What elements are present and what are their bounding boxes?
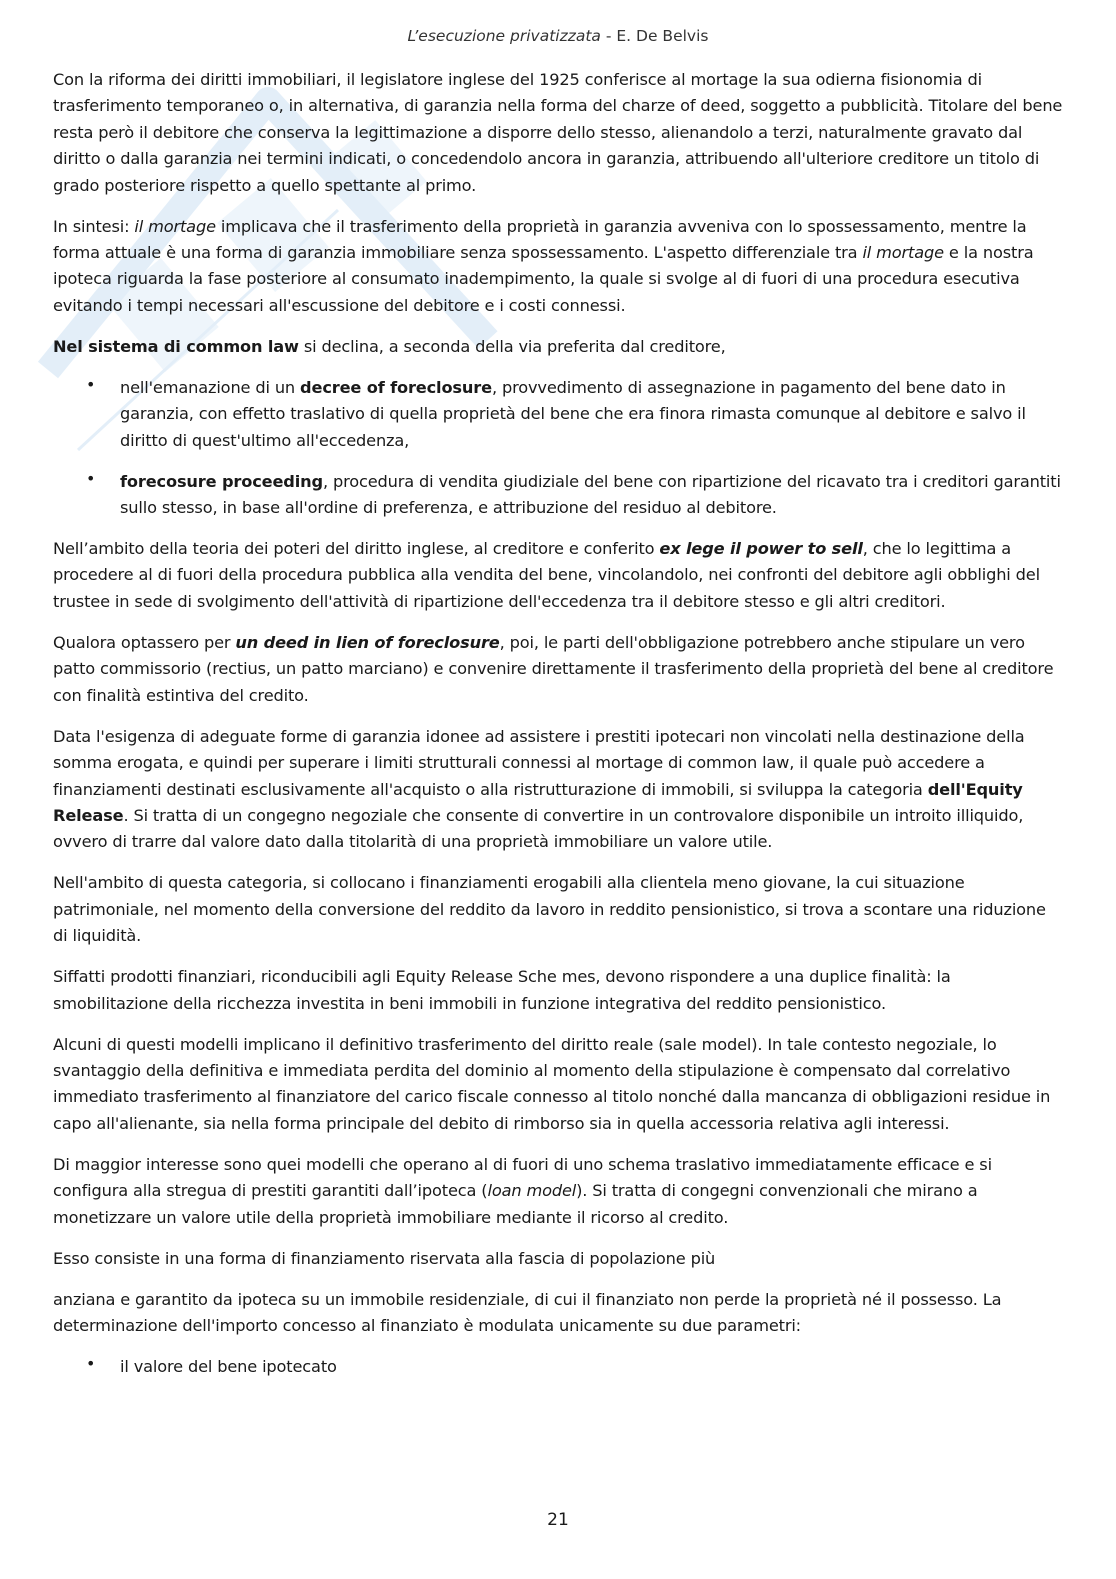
header-separator: - — [600, 27, 617, 45]
text-span: e la nostra ipoteca riguarda la fase posteriore al consumato inadempimento, la quale si svolge al di fuori di una procedura esecutiva evitando i tempi necessari all'escussione del debitore e i costi connessi. — [53, 243, 1034, 315]
text-span: , provvedimento di assegnazione in pagamento del bene dato in garanzia, con effetto traslativo di quella proprietà del bene che era finora rimasta comunque al debitore e salvo il diritto di quest'ultimo all'eccedenza, — [120, 377, 1026, 450]
text-span: Qualora optassero per — [53, 632, 236, 652]
text-span: , poi, le parti dell'obbligazione potrebbero anche stipulare un vero patto commissorio (rectius, un patto marciano) e convenire direttamente il trasferimento della proprietà del bene al creditore con finalità estintiva del credito. — [53, 632, 1054, 705]
text-span: In sintesi: — [53, 216, 135, 236]
bold-term: decree of foreclosure — [300, 377, 492, 397]
italic-term: il mortage — [862, 243, 944, 263]
paragraph-6 — [53, 724, 1063, 856]
italic-term: il mortage — [134, 216, 216, 236]
header-title: L’esecuzione privatizzata — [407, 27, 601, 45]
page-number: 21 — [547, 1510, 569, 1530]
paragraph-11: Esso consiste in una forma di finanziamento riservata alla fascia di popolazione più — [53, 1248, 716, 1268]
paragraph-9: Alcuni di questi modelli implicano il definitivo trasferimento del diritto reale (sale model). In tale contesto negoziale, lo svantaggio della definitiva e immediata perdita del dominio al momento della stipulazione è compensato dal correlativo immediato trasferimento al finanziatore del carico fiscale connesso al titolo nonché dalla mancanza di obbligazioni residue in capo all'alienante, sia nella forma principale del debito di rimborso sia in quella accessoria relativa agli interessi. — [53, 1034, 1051, 1133]
text-span: Nell’ambito della teoria dei poteri del diritto inglese, al creditore e conferito — [53, 539, 660, 559]
list-item — [53, 469, 1063, 522]
bullet-list-1 — [53, 375, 1063, 522]
text-span: si declina, a seconda della via preferita dal creditore, — [298, 336, 726, 356]
header-author: E. De Belvis — [616, 27, 709, 45]
text-span: . Si tratta di un congegno negoziale che consente di convertire in un controvalore disponibile un introito illiquido, ovvero di trarre dal valore dato dalla titolarità di una proprietà immobiliare un valore utile. — [53, 805, 1024, 852]
text-span: implicava che il trasferimento della proprietà in garanzia avveniva con lo spossessamento, mentre la forma attuale è una forma di garanzia immobiliare senza spossessamento. L'aspetto differenziale tra — [53, 216, 1027, 263]
bold-term: forecosure proceeding — [120, 471, 323, 491]
bold-term: Nel sistema di common law — [53, 336, 299, 356]
bullet-list-2 — [53, 1354, 1063, 1380]
list-item — [53, 375, 1063, 454]
text-span: , che lo legittima a procedere al di fuori della procedura pubblica alla vendita del bene, vincolandolo, nei confronti del debitore agli obblighi del trustee in sede di svolgimento dell'attività di ripartizione dell'eccedenza tra il debitore stesso e gli altri creditori. — [53, 539, 1040, 611]
document-body — [53, 67, 1063, 1395]
bold-italic-term: ex lege il power to sell — [659, 539, 863, 559]
paragraph-10 — [53, 1152, 1063, 1231]
text-span: Data l'esigenza di adeguate forme di garanzia idonee ad assistere i prestiti ipotecari non vincolati nella destinazione della somma erogata, e quindi per superare i limiti strutturali connessi al mortage di common law, il quale può accedere a finanziamenti destinati esclusivamente all'acquisto o alla ristrutturazione di immobili, si sviluppa la categoria — [53, 726, 1025, 799]
text-span: nell'emanazione di un — [120, 377, 301, 397]
paragraph-8: Siffatti prodotti finanziari, riconducibili agli Equity Release Sche mes, devono rispondere a una duplice finalità: la smobilitazione della ricchezza investita in beni immobili in funzione integrativa del reddito pensionistico. — [53, 967, 951, 1013]
paragraph-3 — [53, 334, 1063, 360]
text-span: , procedura di vendita giudiziale del bene con ripartizione del ricavato tra i creditori garantiti sullo stesso, in base all'ordine di preferenza, e attribuzione del residuo al debitore. — [120, 471, 1061, 518]
paragraph-12: anziana e garantito da ipoteca su un immobile residenziale, di cui il finanziato non perde la proprietà né il possesso. La determinazione dell'importo concesso al finanziato è modulata unicamente su due parametri: — [53, 1289, 1002, 1335]
paragraph-2 — [53, 214, 1063, 320]
text-span: Di maggior interesse sono quei modelli che operano al di fuori di uno schema traslativo immediatamente efficace e si configura alla stregua di prestiti garantiti dall’ipoteca ( — [53, 1154, 992, 1201]
page-header — [0, 27, 1116, 45]
list-item: • il valore del bene ipotecato — [53, 1354, 1063, 1380]
italic-term: loan model — [487, 1181, 577, 1201]
paragraph-4 — [53, 536, 1063, 615]
paragraph-1: Con la riforma dei diritti immobiliari, il legislatore inglese del 1925 conferisce al mortage la sua odierna fisionomia di trasferimento temporaneo o, in alternativa, di garanzia nella forma del charze of deed, soggetto a pubblicità. Titolare del bene resta però il debitore che conserva la legittimazione a disporre dello stesso, alienandolo a terzi, naturalmente gravato dal diritto o dalla garanzia nei termini indicati, o concedendolo ancora in garanzia, attribuendo all'ulteriore creditore un titolo di grado posteriore rispetto a quello spettante al primo. — [53, 70, 1063, 195]
text-span: ). Si tratta di congegni convenzionali che mirano a monetizzare un valore utile della proprietà immobiliare mediante il ricorso al credito. — [53, 1181, 978, 1227]
bold-term: dell'Equity Release — [53, 779, 1023, 825]
paragraph-7: Nell'ambito di questa categoria, si collocano i finanziamenti erogabili alla clientela meno giovane, la cui situazione patrimoniale, nel momento della conversione del reddito da lavoro in reddito pensionistico, si trova a scontare una riduzione di liquidità. — [53, 873, 1046, 946]
paragraph-5 — [53, 630, 1063, 709]
bold-italic-term: un deed in lien of foreclosure — [235, 632, 500, 652]
